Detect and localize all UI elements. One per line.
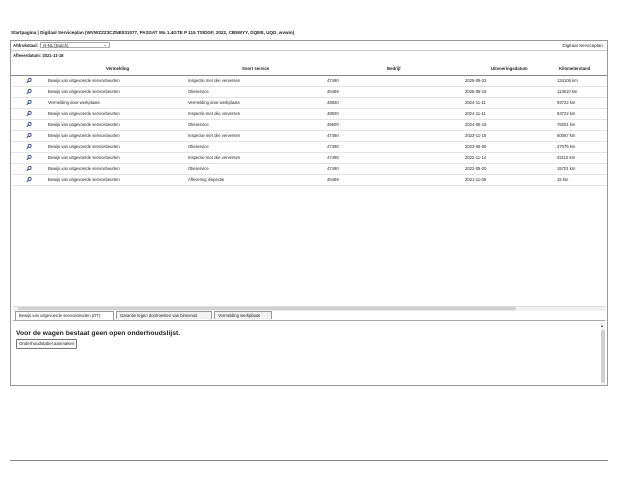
cell-bedrijf: 47490 (327, 133, 339, 138)
page-divider (10, 460, 608, 461)
cell-vermelding: Bewijs van uitgevoerde servicebeurten (48, 122, 120, 127)
table-row[interactable] (11, 109, 607, 120)
cell-datum: 2024-05-16 (465, 122, 487, 127)
tab-bar (13, 311, 605, 321)
language-select-value: nl-NL (Dutch) (43, 43, 69, 48)
cell-bedrijf: 45469 (327, 177, 339, 182)
cell-soort: Inspectie met olie verversen (188, 78, 241, 83)
scroll-up-icon[interactable]: ▴ (601, 323, 604, 328)
cell-soort: Olieservice (188, 166, 209, 171)
table-row[interactable] (11, 153, 607, 164)
cell-km: 32110 km (557, 155, 576, 160)
magnifier-icon[interactable] (26, 110, 32, 117)
column-header-datum[interactable]: Uitvoeringsdatum (491, 66, 528, 71)
cell-vermelding: Bewijs van uitgevoerde servicebeurten (48, 155, 120, 160)
cell-km: 113610 km (557, 89, 578, 94)
toolbar (11, 41, 607, 51)
cell-bedrijf: 48920 (327, 111, 339, 116)
cell-soort: Olieservice (188, 122, 209, 127)
magnifier-icon[interactable] (26, 88, 32, 95)
cell-soort: Inspectie met olie verversen (188, 111, 241, 116)
cell-vermelding: Bewijs van uitgevoerde servicebeurten (48, 144, 120, 149)
table-row[interactable] (11, 164, 607, 175)
cell-datum: 2023-11-15 (465, 133, 487, 138)
cell-vermelding: Bewijs van uitgevoerde servicebeurten (48, 78, 120, 83)
cell-soort: Olieservice (188, 144, 209, 149)
magnifier-icon[interactable] (26, 165, 32, 172)
magnifier-icon[interactable] (26, 154, 32, 161)
cell-km: 134106 km (557, 78, 578, 83)
magnifier-icon[interactable] (26, 99, 32, 106)
column-header-soort[interactable]: Soort service (242, 66, 270, 71)
cell-km: 93722 km (557, 100, 576, 105)
table-row[interactable] (11, 87, 607, 98)
column-header-vermelding[interactable]: Vermelding (106, 66, 130, 71)
magnifier-icon[interactable] (26, 121, 32, 128)
tab-workshop-note[interactable]: Vermelding werkplaats (214, 311, 272, 319)
cell-vermelding: Bewijs van uitgevoerde servicebeurten (48, 177, 120, 182)
cell-soort: Vermelding door werkplaats (188, 100, 240, 105)
cell-vermelding: Bewijs van uitgevoerde servicebeurten (48, 133, 120, 138)
cell-km: 15701 km (557, 166, 576, 171)
magnifier-icon[interactable] (26, 176, 32, 183)
cell-vermelding: Bewijs van uitgevoerde servicebeurten (48, 166, 120, 171)
cell-bedrijf: 47490 (327, 155, 339, 160)
table-row[interactable] (11, 142, 607, 153)
vertical-scrollbar[interactable] (601, 323, 605, 385)
create-maintenance-table-button[interactable]: Onderhoudstabel aanmaken (16, 339, 77, 349)
cell-soort: Aflevering inspectie (188, 177, 225, 182)
cell-datum: 2023-05-06 (465, 144, 487, 149)
service-plan-window (10, 40, 608, 386)
page-title: Startpagina | Digitaal Serviceplan (WVWZZZ3CZNE031077, PASSAT Wa 1.4GTE P 115 TSIDGF, 2022, CB5WYY, DQEB, UQD, wvwin) (11, 30, 295, 35)
magnifier-icon[interactable] (26, 143, 32, 150)
magnifier-icon[interactable] (26, 77, 32, 84)
column-header-bedrijf[interactable]: Bedrijf (387, 66, 401, 71)
tab-proof-of-service[interactable]: Bewijs van uitgevoerde servicebeurten (DT) (15, 311, 114, 320)
table-header (11, 63, 607, 76)
service-table (11, 76, 607, 186)
cell-datum: 2022-11-14 (465, 155, 487, 160)
cell-bedrijf: 45469 (327, 89, 339, 94)
cell-km: 93722 km (557, 111, 576, 116)
app-brand: Digitaal Serviceplan (562, 43, 603, 48)
cell-datum: 2021-11-06 (465, 177, 487, 182)
table-row[interactable] (11, 76, 607, 87)
cell-km: 47076 km (557, 144, 576, 149)
table-row[interactable] (11, 120, 607, 131)
table-row[interactable] (11, 98, 607, 109)
cell-datum: 2022-05-20 (465, 166, 487, 171)
cell-km: 78201 km (557, 122, 576, 127)
language-select[interactable] (40, 42, 110, 48)
column-header-km[interactable]: Kilometerstand (559, 66, 591, 71)
cell-km: 60087 km (557, 133, 576, 138)
cell-vermelding: Vermelding door werkplaats (48, 100, 100, 105)
no-maintenance-message: Voor de wagen bestaat geen open onderhoudslijst. (16, 330, 181, 337)
cell-bedrijf: 47490 (327, 78, 339, 83)
table-row[interactable] (11, 131, 607, 142)
cell-datum: 2025-05-16 (465, 89, 487, 94)
magnifier-icon[interactable] (26, 132, 32, 139)
tab-rust-warranty[interactable]: Garantie tegen doorroesten van binnenuit (116, 311, 212, 319)
cell-datum: 2024-11-11 (465, 100, 486, 105)
cell-datum: 2025-09-23 (465, 78, 487, 83)
vertical-scroll-thumb[interactable] (601, 330, 605, 383)
language-label: Afdrukstaal: (13, 43, 39, 48)
cell-vermelding: Bewijs van uitgevoerde servicebeurten (48, 111, 120, 116)
cell-vermelding: Bewijs van uitgevoerde servicebeurten (48, 89, 120, 94)
cell-bedrijf: 47490 (327, 144, 339, 149)
chevron-down-icon: ⌄ (103, 42, 107, 47)
cell-soort: Inspectie met olie verversen (188, 155, 241, 160)
table-row[interactable] (11, 175, 607, 186)
delivery-date: Afleverdatum: 2021-11-18 (13, 53, 64, 58)
cell-soort: Olieservice (188, 89, 209, 94)
cell-datum: 2024-11-11 (465, 111, 486, 116)
cell-bedrijf: 48920 (327, 100, 339, 105)
horizontal-scroll-thumb[interactable] (18, 307, 516, 310)
cell-soort: Inspectie met olie verversen (188, 133, 241, 138)
cell-bedrijf: 47490 (327, 166, 339, 171)
cell-bedrijf: 46600 (327, 122, 339, 127)
cell-km: 15 km (557, 177, 569, 182)
